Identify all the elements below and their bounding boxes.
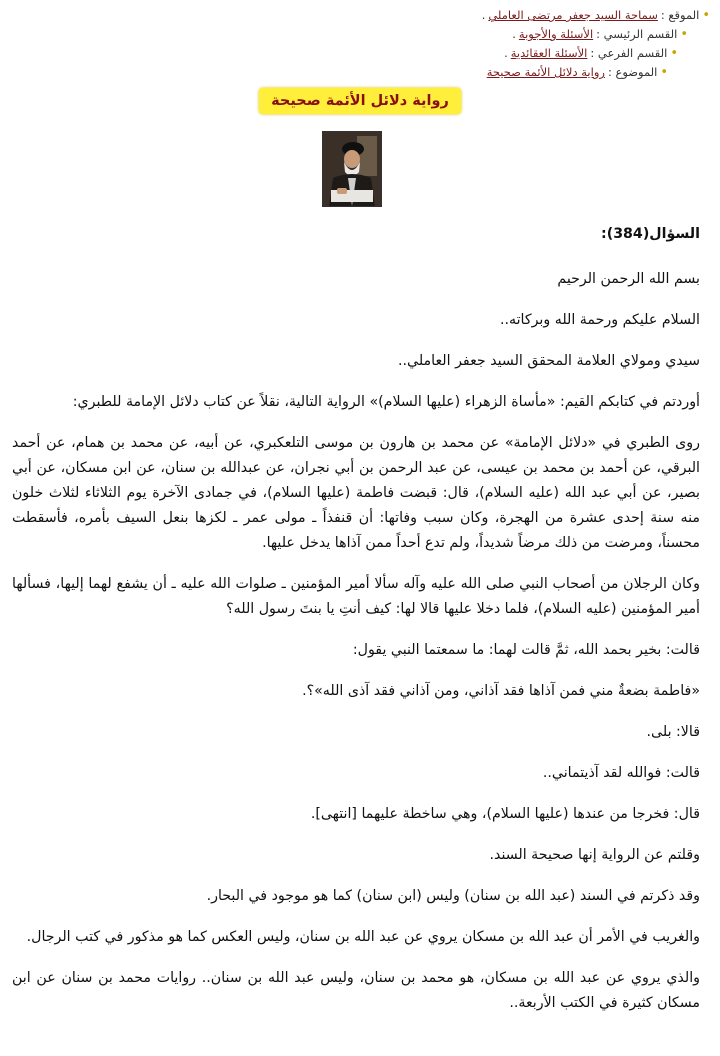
bullet-icon: •: [660, 65, 668, 80]
crumb-dot: .: [481, 8, 486, 22]
paragraph: قال: فخرجا من عندها (عليها السلام)، وهي ساخطة عليهما [انتهى].: [310, 806, 700, 822]
breadcrumb: [10, 6, 710, 82]
crumb-main-link[interactable]: الأسئلة والأجوبة: [518, 27, 594, 41]
crumb-main-label: القسم الرئيسي :: [596, 27, 678, 41]
crumb-sub-label: القسم الفرعي :: [590, 46, 668, 60]
paragraph: روى الطبري في «دلائل الإمامة» عن محمد بن هارون بن موسى التلعكبري، عن أبيه، عن محمد بن همام، عن أحمد البرقي، عن أحمد بن محمد بن عيسى، عن عبد الرحمن بن أبي نجران، عن عبدالله بن سنان، عن ابن مسكان، عن أبي بصير، عن أبي عبد الله (عليه السلام)، قال: قبضت فاطمة (عليها السلام)، في جمادى الآخرة يوم الثلاثاء لثلاث خلون منه سنة إحدى عشرة من الهجرة، وكان سبب وفاتها: أن قنفذاً ـ مولى عمر ـ لكزها بنعل السيف بأمره، فأسقطت محسناً، ومرضت من ذلك مرضاً شديداً، ولم تدع أحداً ممن آذاها يدخل عليها.: [12, 435, 700, 551]
paragraph: والغريب في الأمر أن عبد الله بن مسكان يروي عن عبد الله بن سنان، وليس العكس كما هو مذكور في كتب الرجال.: [26, 929, 700, 945]
bullet-icon: •: [702, 8, 710, 23]
paragraph: السلام عليكم ورحمة الله وبركاته..: [499, 312, 700, 328]
paragraph: وقلتم عن الرواية إنها صحيحة السند.: [489, 847, 700, 863]
paragraph: قالت: بخير بحمد الله، ثمَّ قالت لهما: ما سمعتما النبي يقول:: [352, 642, 700, 658]
bullet-icon: •: [680, 27, 688, 42]
paragraph: وقد ذكرتم في السند (عبد الله بن سنان) وليس (ابن سنان) كما هو موجود في البحار.: [206, 888, 700, 904]
crumb-topic-label: الموضوع :: [607, 65, 658, 79]
crumb-topic: [10, 63, 668, 82]
crumb-sub: [10, 44, 678, 63]
crumb-dot: .: [512, 27, 516, 41]
page-title: رواية دلائل الأئمة صحيحة: [259, 88, 461, 114]
crumb-dot: .: [504, 46, 508, 60]
bullet-icon: •: [670, 46, 678, 61]
paragraph: «فاطمة بضعةٌ مني فمن آذاها فقد آذاني، ومن آذاني فقد آذى الله»؟.: [302, 683, 700, 699]
crumb-site-label: الموقع :: [660, 8, 700, 22]
paragraph: والذي يروي عن عبد الله بن مسكان، هو محمد بن سنان، وليس عبد الله بن سنان.. روايات محمد بن سنان عن ابن مسكان كثيرة في الكتب الأربعة..: [12, 970, 700, 1011]
paragraph: قالت: فوالله لقد آذيتماني..: [542, 765, 700, 781]
crumb-site-link[interactable]: سماحة السيد جعفر مرتضى العاملي: [488, 8, 658, 22]
title-wrap: [0, 88, 720, 114]
paragraph: سيدي ومولاي العلامة المحقق السيد جعفر العاملي..: [397, 353, 700, 369]
article-body: [12, 222, 700, 1032]
crumb-sub-link[interactable]: الأسئلة العقائدية: [510, 46, 588, 60]
author-photo: [322, 131, 382, 207]
paragraph: أوردتم في كتابكم القيم: «مأساة الزهراء (عليها السلام)» الرواية التالية، نقلاً عن كتاب دلائل الإمامة للطبري:: [72, 394, 700, 410]
crumb-topic-link[interactable]: رواية دلائل الأئمة صحيحة: [486, 65, 605, 79]
crumb-site: [10, 6, 710, 25]
paragraph: قالا: بلى.: [646, 724, 700, 740]
question-number: السؤال(384):: [601, 226, 700, 242]
paragraph: بسم الله الرحمن الرحيم: [557, 271, 700, 287]
paragraph: وكان الرجلان من أصحاب النبي صلى الله عليه وآله سألا أمير المؤمنين ـ صلوات الله عليه ـ أن يشفع لهما إليها، فسألها أمير المؤمنين (عليه السلام)، فلما دخلا عليها قالا لها: كيف أنتِ يا بنتَ رسول الله؟: [12, 576, 700, 617]
crumb-main: [10, 25, 688, 44]
